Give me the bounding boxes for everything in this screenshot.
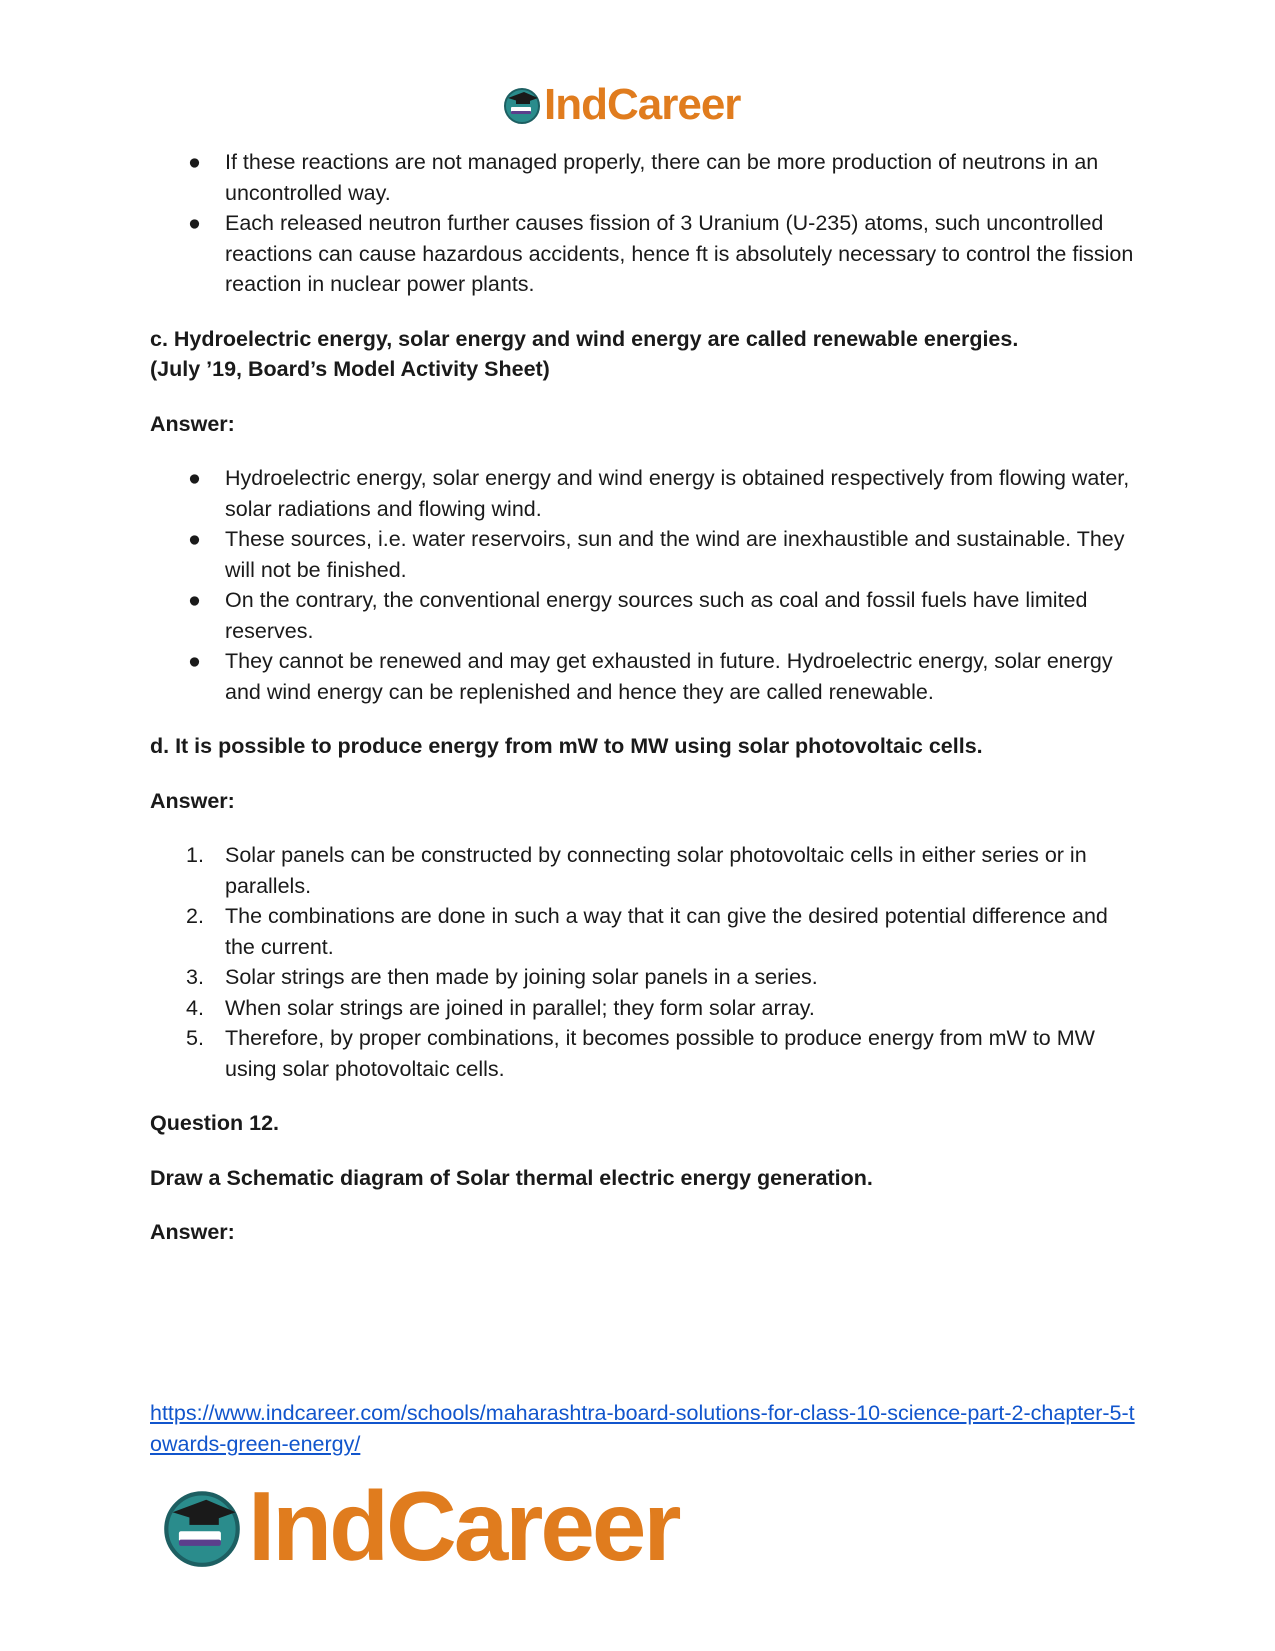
indcareer-logo-header — [502, 80, 740, 130]
bullet-dot-icon: ● — [188, 649, 201, 673]
list-item: ● If these reactions are not managed properly, there can be more production of neutrons in an uncontrolled way. — [150, 147, 1135, 208]
graduation-globe-icon — [502, 85, 542, 125]
list-item: ● On the contrary, the conventional energy sources such as coal and fossil fuels have limited reserves. — [150, 585, 1135, 646]
source-link[interactable]: https://www.indcareer.com/schools/maharashtra-board-solutions-for-class-10-science-part-2-chapter-5-towards-green-energy/ — [150, 1401, 1135, 1456]
question-12-heading: Question 12. — [150, 1111, 280, 1135]
brand-wordmark: IndCareer — [248, 1471, 679, 1581]
page-content — [150, 147, 1135, 1248]
bullet-dot-icon: ● — [188, 527, 201, 551]
list-item: 5. Therefore, by proper combinations, it becomes possible to produce energy from mW to MW using solar photovoltaic cells. — [186, 1026, 1095, 1081]
list-item: ● They cannot be renewed and may get exhausted in future. Hydroelectric energy, solar energy and wind energy can be replenished and hence they are called renewable. — [150, 646, 1135, 707]
source-link-block — [150, 1398, 1135, 1459]
brand-wordmark: IndCareer — [544, 80, 741, 129]
answer-label-c: Answer: — [150, 411, 235, 436]
answer-label-12: Answer: — [150, 1220, 235, 1244]
question-c-line1: c. Hydroelectric energy, solar energy and wind energy are called renewable energies. — [150, 326, 1019, 351]
list-item: 4. When solar strings are joined in parallel; they form solar array. — [186, 995, 815, 1020]
indcareer-logo-footer — [160, 1470, 679, 1583]
bullet-list-fission — [150, 147, 1135, 300]
list-item: ● Hydroelectric energy, solar energy and wind energy is obtained respectively from flowing water, solar radiations and flowing wind. — [150, 463, 1135, 524]
bullet-list-renewable — [150, 463, 1135, 707]
bullet-dot-icon: ● — [188, 588, 201, 612]
list-item: ● Each released neutron further causes fission of 3 Uranium (U-235) atoms, such uncontrolled reactions can cause hazardous accidents, hence ft is absolutely necessary to control the fission reaction in nuclear power plants. — [150, 208, 1135, 300]
bullet-dot-icon: ● — [188, 150, 201, 174]
list-item: ● These sources, i.e. water reservoirs, sun and the wind are inexhaustible and sustainable. They will not be finished. — [150, 524, 1135, 585]
graduation-globe-icon — [160, 1485, 244, 1569]
question-12-prompt: Draw a Schematic diagram of Solar thermal electric energy generation. — [150, 1165, 873, 1190]
list-item: 3. Solar strings are then made by joining solar panels in a series. — [186, 965, 818, 989]
list-item: 1. Solar panels can be constructed by connecting solar photovoltaic cells in either series or in parallels. — [186, 843, 1087, 898]
answer-label-d: Answer: — [150, 788, 235, 813]
bullet-dot-icon: ● — [188, 211, 201, 235]
numbered-list-solar — [150, 840, 1135, 1084]
bullet-dot-icon: ● — [188, 466, 201, 490]
question-c-line2: (July ’19, Board’s Model Activity Sheet) — [150, 357, 550, 381]
list-item: 2. The combinations are done in such a way that it can give the desired potential difference and the current. — [186, 904, 1108, 959]
question-d: d. It is possible to produce energy from mW to MW using solar photovoltaic cells. — [150, 734, 983, 758]
